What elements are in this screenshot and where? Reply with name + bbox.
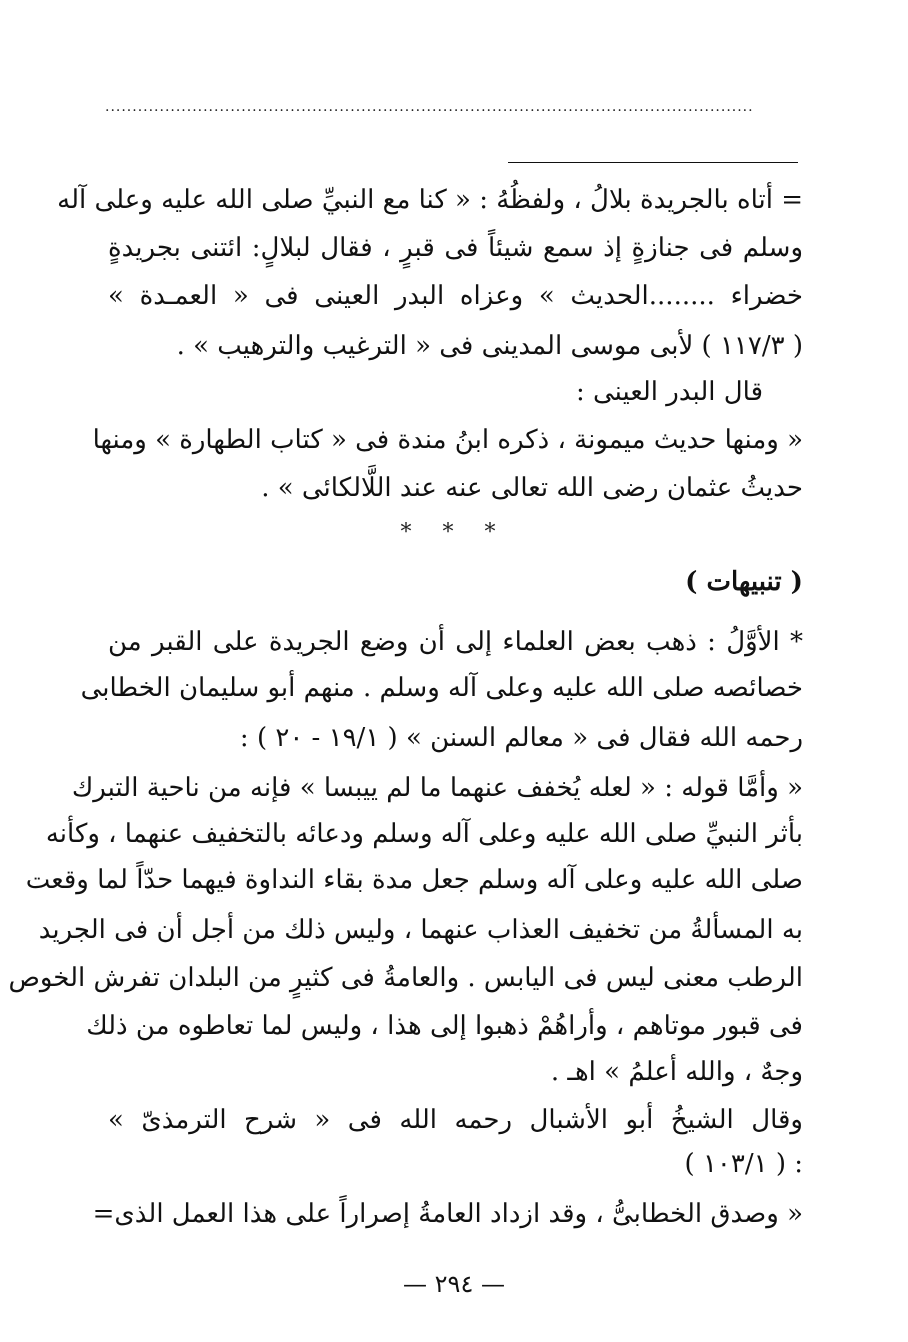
body-line-4: « وأمَّا قوله : « لعله يُخفف عنهما ما لم ييبسا » فإنه من ناحية التبرك xyxy=(71,773,803,803)
body-line-5: بأثر النبيِّ صلى الله عليه وعلى آله وسلم ودعائه بالتخفيف عنهما ، وكأنه xyxy=(45,819,803,849)
body-line-9: فى قبور موتاهم ، وأراهُمْ ذهبوا إلى هذا ، وليس لما تعاطوه من ذلك xyxy=(86,1011,803,1041)
section-title: ( تنبيهات ) xyxy=(685,567,803,597)
body-line-11: وقال الشيخُ أبو الأشبال رحمه الله فى « شرح الترمذىّ » xyxy=(108,1105,803,1135)
page-number: — ٢٩٤ — xyxy=(403,1270,505,1298)
body-line-10: وجهٌ ، والله أعلمُ » اهـ . xyxy=(550,1057,803,1087)
body-line-1: * الأوَّلُ : ذهب بعض العلماء إلى أن وضع الجريدة على القبر من xyxy=(108,627,803,657)
quote-intro: قال البدر العينى : xyxy=(575,377,763,407)
section-separator-stars: * * * xyxy=(400,520,508,545)
footnote-separator-rule xyxy=(508,162,798,163)
body-line-6: صلى الله عليه وعلى آله وسلم جعل مدة بقاء النداوة فيهما حدّاً لما وقعت xyxy=(25,865,803,895)
quote-line-1: « ومنها حديث ميمونة ، ذكره ابنُ مندة فى « كتاب الطهارة » ومنها xyxy=(92,425,803,455)
body-line-8: الرطب معنى ليس فى اليابس . والعامةُ فى كثيرٍ من البلدان تفرش الخوص xyxy=(8,963,803,993)
footnote-line-2: وسلم فى جنازةٍ إذ سمع شيئاً فى قبرٍ ، فقال لبلالٍ: ائتنى بجريدةٍ xyxy=(108,233,803,263)
quote-line-2: حديثُ عثمان رضى الله تعالى عنه عند اللَّالكائى » . xyxy=(261,473,803,503)
body-line-3: رحمه الله فقال فى « معالم السنن » ( ١٩/١ - ٢٠ ) : xyxy=(239,723,803,753)
body-line-2: خصائصه صلى الله عليه وعلى آله وسلم . منهم أبو سليمان الخطابى xyxy=(80,673,803,703)
body-line-12: ( ١٠٣/١ ) : xyxy=(684,1149,803,1179)
footnote-line-1: = أتاه بالجريدة بلالُ ، ولفظُهُ : « كنا مع النبيِّ صلى الله عليه وعلى آله xyxy=(57,185,803,215)
footnote-line-3: خضراء ........الحديث » وعزاه البدر العينى فى « العمـدة » xyxy=(108,281,803,311)
body-line-13: « وصدق الخطابىُّ ، وقد ازداد العامةُ إصراراً على هذا العمل الذى= xyxy=(92,1199,803,1229)
body-line-7: به المسألةُ من تخفيف العذاب عنهما ، وليس ذلك من أجل أن فى الجريد xyxy=(38,915,803,945)
footnote-line-4: ( ١١٧/٣ ) لأبى موسى المدينى فى « الترغيب والترهيب » . xyxy=(176,331,803,361)
header-dotted-line: ....................................................................................................................... xyxy=(105,99,754,115)
